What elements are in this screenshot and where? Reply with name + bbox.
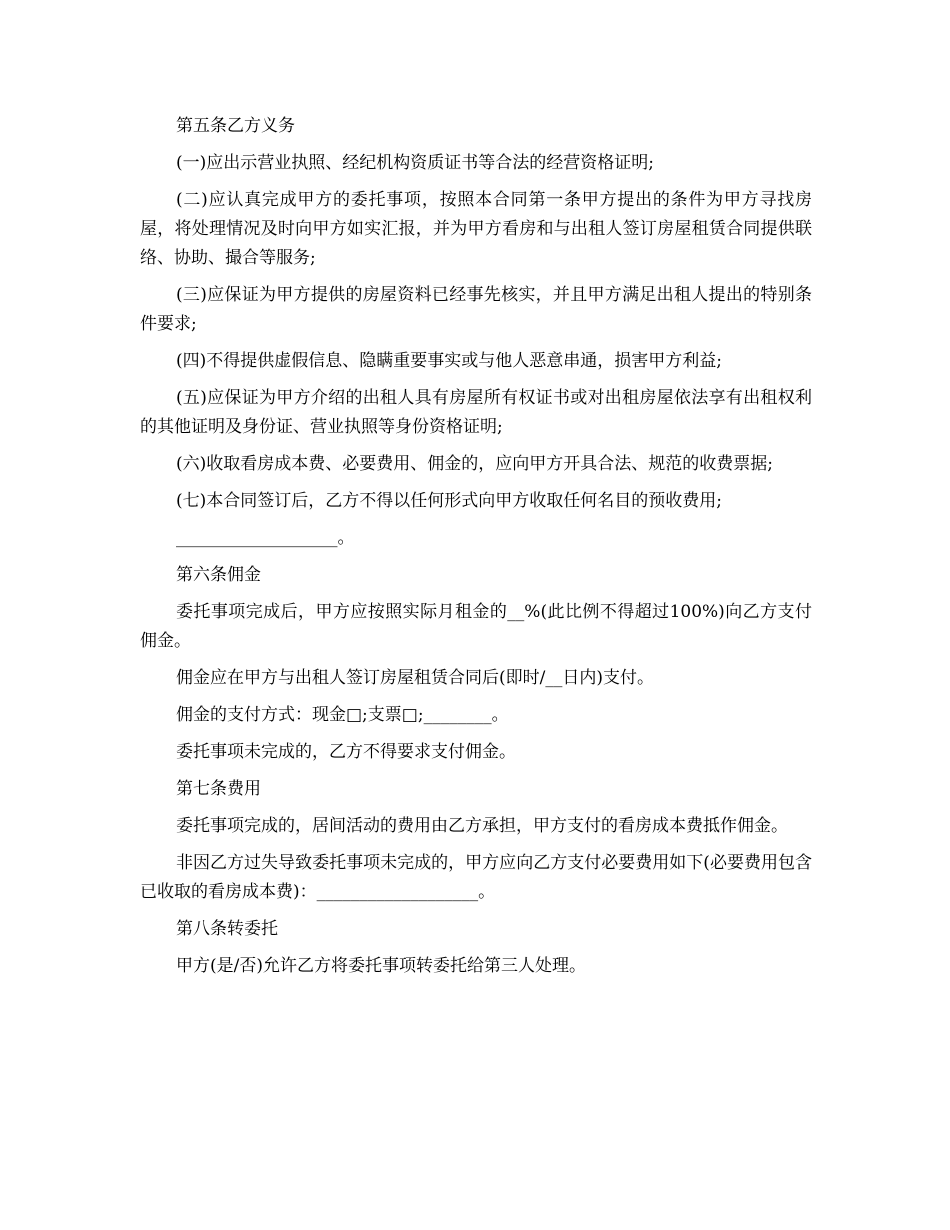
expenses-completed-paragraph: 委托事项完成的，居间活动的费用由乙方承担，甲方支付的看房成本费抵作佣金。	[176, 816, 788, 836]
heading-article-8: 第八条转委托	[176, 919, 278, 939]
commission-payment-method: 佣金的支付方式：现金□;支票□;________。	[176, 705, 509, 725]
expenses-uncompleted-paragraph: 非因乙方过失导致委托事项未完成的，甲方应向乙方支付必要费用如下(必要费用包含已收取的看房成本费)：___________________。	[140, 853, 812, 902]
clause-5-2: (二)应认真完成甲方的委托事项，按照本合同第一条甲方提出的条件为甲方寻找房屋，将处理情况及时向甲方如实汇报，并为甲方看房和与出租人签订房屋租赁合同提供联络、协助、撮合等服务;	[140, 190, 812, 268]
heading-article-5: 第五条乙方义务	[176, 116, 295, 136]
clause-5-3: (三)应保证为甲方提供的房屋资料已经事先核实，并且甲方满足出租人提出的特别条件要求;	[140, 285, 812, 334]
commission-rate-paragraph: 委托事项完成后，甲方应按照实际月租金的__%(此比例不得超过100%)向乙方支付佣金。	[140, 602, 812, 651]
heading-article-6: 第六条佣金	[176, 565, 261, 585]
clause-5-4: (四)不得提供虚假信息、隐瞒重要事实或与他人恶意串通，损害甲方利益;	[176, 351, 722, 371]
clause-5-5: (五)应保证为甲方介绍的出租人具有房屋所有权证书或对出租房屋依法享有出租权利的其他证明及身份证、营业执照等身份资格证明;	[140, 388, 812, 437]
clause-5-7: (七)本合同签订后，乙方不得以任何形式向甲方收取任何名目的预收费用;	[176, 491, 722, 511]
clause-5-6: (六)收取看房成本费、必要费用、佣金的，应向甲方开具合法、规范的收费票据;	[176, 454, 773, 474]
blank-line: ___________________。	[176, 528, 355, 548]
commission-timing-paragraph: 佣金应在甲方与出租人签订房屋租赁合同后(即时/__日内)支付。	[176, 668, 654, 688]
document-page	[140, 112, 812, 981]
heading-article-7: 第七条费用	[176, 779, 261, 799]
clause-5-1: (一)应出示营业执照、经纪机构资质证书等合法的经营资格证明;	[176, 153, 654, 173]
commission-not-due-paragraph: 委托事项未完成的，乙方不得要求支付佣金。	[176, 742, 516, 762]
sub-delegation-paragraph: 甲方(是/否)允许乙方将委托事项转委托给第三人处理。	[176, 956, 586, 976]
